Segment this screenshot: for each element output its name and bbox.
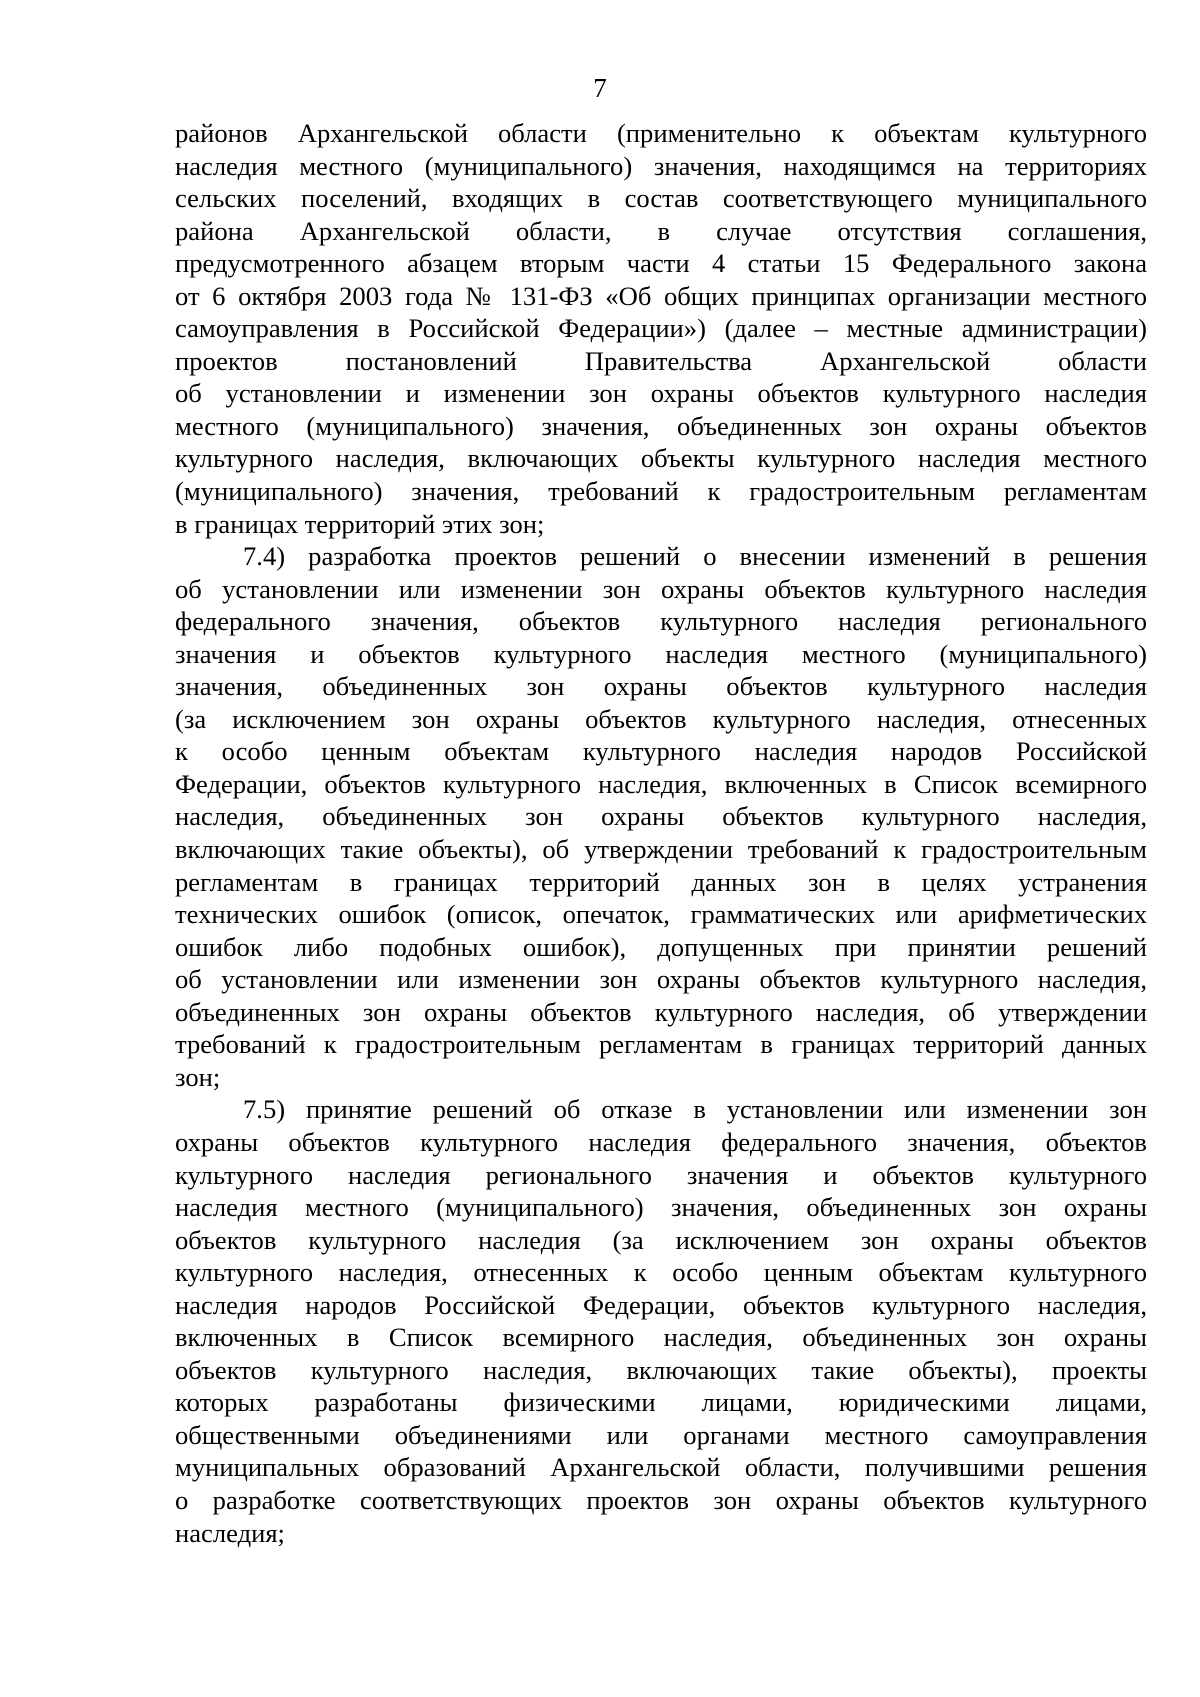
page-number: 7 <box>593 73 607 103</box>
text-line: наследия; <box>175 1517 285 1548</box>
text-line: значения и объектов культурного наследия местного (муниципального) <box>175 638 1147 669</box>
text-line: общественными объединениями или органами местного самоуправления <box>175 1419 1147 1450</box>
text-line: включенных в Список всемирного наследия, объединенных зон охраны <box>175 1322 1147 1353</box>
text-line: района Архангельской области, в случае отсутствия соглашения, <box>175 215 1147 246</box>
text-line: 7.5) принятие решений об отказе в установлении или изменении зон <box>243 1094 1147 1125</box>
text-line: об установлении или изменении зон охраны объектов культурного наследия, <box>175 964 1147 995</box>
text-line: сельских поселений, входящих в состав соответствующего муниципального <box>175 183 1147 214</box>
text-line: культурного наследия, включающих объекты культурного наследия местного <box>175 443 1147 474</box>
text-line: регламентам в границах территорий данных зон в целях устранения <box>175 866 1147 897</box>
text-line: (за исключением зон охраны объектов культурного наследия, отнесенных <box>175 703 1147 734</box>
text-line: наследия, объединенных зон охраны объектов культурного наследия, <box>175 801 1147 832</box>
text-line: охраны объектов культурного наследия федерального значения, объектов <box>175 1126 1147 1157</box>
text-line: значения, объединенных зон охраны объектов культурного наследия <box>175 671 1147 702</box>
text-line: Федерации, объектов культурного наследия, включенных в Список всемирного <box>175 768 1147 799</box>
text-line: от 6 октября 2003 года № 131-ФЗ «Об общих принципах организации местного <box>175 280 1147 311</box>
text-line: требований к градостроительным регламентам в границах территорий данных <box>175 1029 1147 1060</box>
text-line: в границах территорий этих зон; <box>175 508 545 539</box>
text-line: об установлении и изменении зон охраны объектов культурного наследия <box>175 378 1147 409</box>
text-line: об установлении или изменении зон охраны объектов культурного наследия <box>175 573 1147 604</box>
text-line: зон; <box>175 1061 221 1092</box>
text-line: 7.4) разработка проектов решений о внесении изменений в решения <box>243 541 1147 572</box>
text-line: наследия местного (муниципального) значения, объединенных зон охраны <box>175 1192 1147 1223</box>
text-line: районов Архангельской области (применительно к объектам культурного <box>175 118 1147 148</box>
text-line: объектов культурного наследия, включающих такие объекты), проекты <box>175 1354 1147 1385</box>
text-line: предусмотренного абзацем вторым части 4 статьи 15 Федерального закона <box>175 248 1147 279</box>
text-line: (муниципального) значения, требований к градостроительным регламентам <box>175 476 1147 507</box>
text-line: наследия народов Российской Федерации, объектов культурного наследия, <box>175 1289 1147 1320</box>
text-line: местного (муниципального) значения, объединенных зон охраны объектов <box>175 410 1147 441</box>
text-line: объектов культурного наследия (за исключением зон охраны объектов <box>175 1224 1147 1255</box>
text-line: которых разработаны физическими лицами, юридическими лицами, <box>175 1387 1147 1418</box>
text-line: самоуправления в Российской Федерации») (далее – местные администрации) <box>175 313 1147 344</box>
text-line: технических ошибок (описок, опечаток, грамматических или арифметических <box>175 899 1147 930</box>
text-line: объединенных зон охраны объектов культурного наследия, об утверждении <box>175 996 1147 1027</box>
text-line: к особо ценным объектам культурного наследия народов Российской <box>175 736 1147 767</box>
text-line: культурного наследия, отнесенных к особо ценным объектам культурного <box>175 1257 1147 1288</box>
document-body <box>175 117 1147 1549</box>
text-line: ошибок либо подобных ошибок), допущенных при принятии решений <box>175 931 1147 962</box>
text-line: культурного наследия регионального значения и объектов культурного <box>175 1159 1147 1190</box>
text-line: о разработке соответствующих проектов зон охраны объектов культурного <box>175 1484 1147 1515</box>
text-line: федерального значения, объектов культурного наследия регионального <box>175 606 1147 637</box>
text-line: включающих такие объекты), об утверждении требований к градостроительным <box>175 834 1147 865</box>
text-line: проектов постановлений Правительства Архангельской области <box>175 345 1147 376</box>
text-line: муниципальных образований Архангельской области, получившими решения <box>175 1452 1147 1483</box>
text-line: наследия местного (муниципального) значения, находящимся на территориях <box>175 150 1147 181</box>
